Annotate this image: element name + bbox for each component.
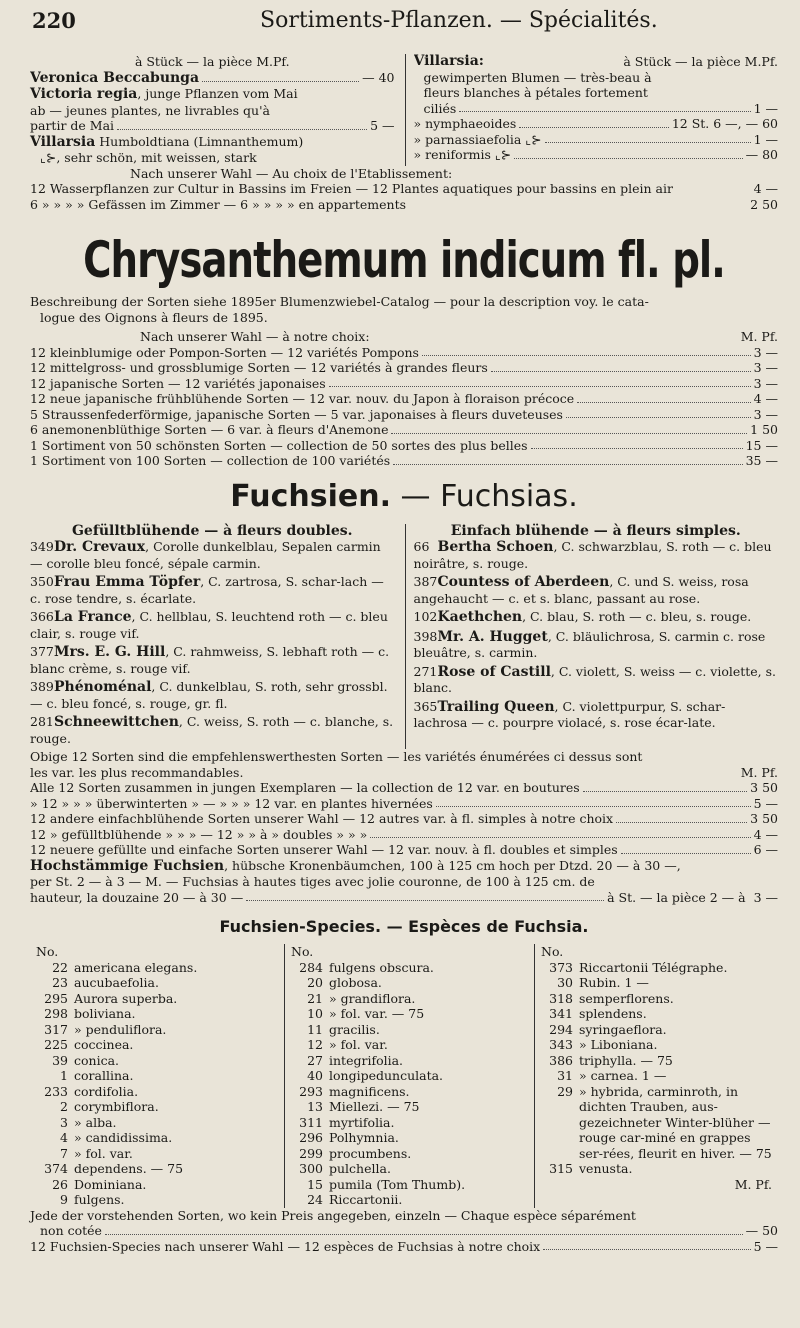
variety-name: Kaethchen [437, 609, 523, 625]
species-item [291, 1161, 528, 1177]
offer-line [30, 780, 778, 796]
species-name: fulgens. [74, 1192, 125, 1207]
row-text: 1 Sortiment von 100 Sorten — collection de 100 variétés [30, 453, 391, 468]
species-item [36, 1146, 278, 1162]
species-item [36, 975, 278, 991]
variety-name: Schneewittchen [54, 714, 179, 730]
species-number: 26 [52, 1176, 68, 1192]
species-item [291, 1037, 528, 1053]
species-name: Riccartonii. [329, 1192, 403, 1207]
price: 3 — [753, 360, 778, 375]
plant-desc: partir de Mai [30, 118, 115, 133]
variety-desc: , C. violettpurpur, S. schar-lachrosa — c. pourpre violacé, s. rose écar-late. [413, 698, 726, 730]
species-name: » candidissima. [74, 1130, 173, 1145]
species-number: 10 [307, 1006, 323, 1021]
species-table [30, 944, 778, 1208]
footer-line: non cotée [40, 1223, 102, 1238]
row-text: 12 » gefülltblühende » » » — 12 » » à » doubles » » » [30, 826, 368, 842]
species-name: » fol. var. [74, 1145, 133, 1161]
row-text: 12 andere einfachblühende Sorten unserer Wahl — 12 autres var. à fl. simples à notre choix [30, 811, 614, 826]
subsection-head: Gefülltblühende — à fleurs doubles. [71, 522, 353, 539]
plant-desc: , hübsche Kronenbäumchen, 100 à 125 cm hoch per Dtzd. 20 — à 30 —, [224, 857, 681, 873]
section-title: Chrysanthemum indicum fl. pl. [83, 232, 725, 290]
species-number: 299 [299, 1145, 323, 1161]
leader [422, 345, 751, 357]
species-name: Miellezi. — 75 [329, 1099, 420, 1114]
species-item [36, 991, 278, 1007]
species-name: myrtifolia. [329, 1114, 395, 1130]
price: 1 — [753, 100, 778, 116]
row-text: 1 Sortiment von 50 schönsten Sorten — collection de 50 sortes des plus belles [30, 437, 528, 453]
species-name: aucubaefolia. [74, 975, 159, 990]
price-row [30, 407, 778, 423]
variety-desc: , C. hellblau, S. leuchtend roth — c. bleu clair, s. rouge vif. [30, 609, 388, 641]
species-name: gracilis. [329, 1021, 380, 1037]
offer-line [30, 811, 778, 827]
species-item [291, 1130, 528, 1146]
species-item [36, 1084, 278, 1100]
species-name: longipedunculata. [329, 1068, 444, 1083]
leader [566, 407, 751, 419]
running-title: Sortiments-Pflanzen. — Spécialités. [260, 8, 658, 33]
species-name: procumbens. [329, 1145, 412, 1161]
fuchsia-varieties [30, 524, 778, 750]
fuchsia-offers [30, 780, 778, 858]
price: 12 St. 6 —, — 60 [671, 116, 778, 131]
species-number: 386 [549, 1052, 573, 1068]
species-name: » hybrida, carminroth, in dichten Trauben, aus-gezeichneter Winter-blüher — rouge car-miné en grappes ser-rées, fleurit en hiver. — 75 [579, 1083, 772, 1161]
offer-line [30, 842, 778, 858]
species-name: globosa. [329, 975, 382, 990]
page-number: 220 [32, 8, 76, 33]
variety-number: 366 [30, 609, 54, 624]
species-item [541, 1053, 772, 1069]
variety-name: La France [54, 609, 132, 625]
species-item [291, 975, 528, 991]
species-name: Dominiana. [74, 1176, 147, 1192]
species-name: dependens. — 75 [74, 1161, 184, 1176]
species-number: 31 [557, 1068, 573, 1083]
species-number: 13 [307, 1099, 323, 1114]
row-text: 12 neue japanische frühblühende Sorten — 12 var. nouv. du Japon à floraison précoce [30, 391, 575, 406]
aquatic-section [30, 54, 778, 166]
species-item [291, 1192, 528, 1208]
species-number: 315 [549, 1161, 573, 1176]
double-list [30, 539, 395, 746]
variety-name: Rose of Castill [437, 663, 551, 680]
row-text: Alle 12 Sorten zusammen in jungen Exemplaren — la collection de 12 var. en boutures [30, 780, 580, 795]
species-number: 40 [307, 1068, 323, 1083]
species-number: 15 [307, 1176, 323, 1192]
species-number: 29 [557, 1083, 573, 1099]
species-item [541, 1084, 772, 1162]
species-item [36, 960, 278, 976]
species-number: 1 [60, 1068, 68, 1083]
species-name: Riccartonii Télégraphe. [579, 959, 728, 975]
chrys-list [30, 345, 778, 469]
offer-line: 12 Wasserpflanzen zur Cultur in Bassins im Freien — 12 Plantes aquatiques pour bassins en plein air [30, 181, 673, 196]
variety-number: 66 [413, 539, 430, 554]
price: 35 — [745, 453, 778, 468]
row-text: 12 japanische Sorten — 12 variétés japonaises [30, 375, 326, 391]
species-name: Aurora superba. [74, 990, 178, 1006]
variety-name: Mr. A. Hugget [437, 628, 548, 645]
plant-desc: Humboldtiana (Limnanthemum) [95, 133, 304, 149]
price: — 40 [362, 69, 395, 85]
species-item [541, 1022, 772, 1038]
variety-number: 389 [30, 679, 54, 694]
species-number: 373 [549, 959, 573, 975]
species-item [541, 1068, 772, 1084]
price: 3 — [753, 889, 778, 905]
variety-number: 349 [30, 539, 54, 554]
leader [393, 453, 742, 465]
species-name: pulchella. [329, 1161, 391, 1176]
section-title: Fuchsien-Species. — Espèces de Fuchsia. [219, 917, 589, 936]
species-name: integrifolia. [329, 1052, 404, 1068]
species-number: 374 [44, 1161, 68, 1176]
variety-desc: , C. dunkelblau, S. roth, sehr grossbl. — c. bleu foncé, s. rouge, gr. fl. [30, 679, 388, 711]
species-item [291, 1146, 528, 1162]
species-number: 7 [60, 1145, 68, 1161]
price: 15 — [745, 437, 778, 453]
plant-desc: gewimperten Blumen — très-beau à [423, 69, 652, 85]
species-item [36, 1161, 278, 1177]
species-number: 9 [60, 1192, 68, 1207]
species-name: americana elegans. [74, 959, 198, 975]
choice-line: Nach unserer Wahl — Au choix de l'Etablissement: [130, 165, 453, 181]
species-number: 4 [60, 1130, 68, 1145]
subsection-head: Einfach blühende — à fleurs simples. [450, 522, 741, 539]
species-item [291, 1115, 528, 1131]
currency-head: M. Pf. [740, 764, 778, 780]
species-item [291, 1022, 528, 1038]
variety-entry [30, 539, 395, 571]
species-name: » penduliflora. [74, 1021, 167, 1037]
species-item [291, 1099, 528, 1115]
variety-name: Trailing Queen [437, 698, 555, 715]
species-name: conica. [74, 1052, 120, 1068]
species-item [36, 1022, 278, 1038]
footer-line: 12 Fuchsien-Species nach unserer Wahl — 12 espèces de Fuchsias à notre choix [30, 1238, 541, 1254]
species-name: » fol. var. [329, 1037, 388, 1052]
price: 3 50 [750, 811, 778, 826]
species-number: 39 [52, 1052, 68, 1068]
species-column [285, 944, 535, 1208]
variety-number: 102 [413, 609, 438, 624]
footer-line: Jede der vorstehenden Sorten, wo kein Preis angegeben, einzeln — Chaque espèce séparément [30, 1207, 636, 1223]
species-number: 343 [549, 1037, 573, 1052]
variety-entry [30, 679, 395, 711]
species-number: 27 [307, 1052, 323, 1068]
species-item [36, 1099, 278, 1115]
price: 4 — [753, 181, 778, 196]
species-number: 23 [52, 975, 68, 990]
variety-entry [30, 644, 395, 676]
variety-entry [414, 699, 779, 731]
species-name: syringaeflora. [579, 1021, 667, 1037]
leader [577, 391, 750, 403]
row-text: 12 neuere gefüllte und einfache Sorten unserer Wahl — 12 var. nouv. à fl. doubles et simples [30, 842, 618, 857]
plant-desc: , junge Pflanzen vom Mai [137, 86, 298, 101]
species-number: 294 [549, 1021, 573, 1037]
leader [391, 422, 747, 434]
price-row [30, 376, 778, 392]
column-head: No. [291, 944, 314, 959]
species-name: cordifolia. [74, 1083, 139, 1099]
variety-number: 281 [30, 714, 54, 729]
offer-line [30, 827, 778, 843]
species-item [291, 1177, 528, 1193]
section-title [30, 479, 778, 514]
species-item [36, 1115, 278, 1131]
leader [329, 376, 751, 388]
row-text: 12 mittelgross- und grossblumige Sorten — 12 variétés à grandes fleurs [30, 360, 488, 375]
leader [616, 811, 747, 823]
species-item [291, 960, 528, 976]
species-name: » grandiflora. [329, 990, 416, 1006]
species-name: corymbiflora. [74, 1099, 159, 1114]
species-item [541, 960, 772, 976]
species-number: 317 [44, 1021, 68, 1037]
variety-name: Countess of Aberdeen [437, 574, 610, 590]
plant-desc: hauteur, la douzaine 20 — à 30 — [30, 889, 244, 905]
price: 5 — [370, 118, 395, 133]
species-item [541, 1037, 772, 1053]
species-number: 24 [307, 1192, 323, 1207]
plant-name: » parnassiaefolia ⌞⊱ [413, 131, 542, 147]
plant-name: Victoria regia [30, 86, 138, 102]
species-number: 318 [549, 990, 573, 1006]
species-number: 22 [52, 959, 68, 975]
species-item [36, 1006, 278, 1022]
plant-name: Veronica Beccabunga [30, 69, 200, 86]
species-number: 3 [60, 1114, 68, 1130]
species-item [36, 1192, 278, 1208]
price: 4 — [753, 826, 778, 842]
species-item [541, 1161, 772, 1177]
species-name: triphylla. — 75 [579, 1052, 673, 1068]
variety-entry [414, 574, 779, 606]
row-text: 6 anemonenblüthige Sorten — 6 var. à fleurs d'Anemone [30, 422, 389, 437]
variety-name: Phénoménal [54, 679, 152, 695]
species-number: 296 [299, 1130, 323, 1145]
offer-line: 6 » » » » Gefässen im Zimmer — 6 » » » » en appartements [30, 196, 407, 212]
species-item [36, 1130, 278, 1146]
variety-entry [30, 714, 395, 746]
variety-number: 398 [413, 628, 438, 644]
species-number: 2 [60, 1099, 68, 1114]
variety-entry [414, 609, 779, 626]
variety-number: 350 [30, 574, 54, 589]
price-row [30, 422, 778, 438]
species-name: fulgens obscura. [329, 959, 434, 975]
species-number: 300 [299, 1161, 323, 1176]
species-number: 20 [307, 975, 323, 990]
variety-entry [414, 629, 779, 661]
species-item [291, 1068, 528, 1084]
species-name: semperflorens. [579, 990, 674, 1006]
species-number: 21 [307, 990, 323, 1006]
offer-line [30, 796, 778, 812]
plant-desc: à St. — la pièce 2 — à [607, 889, 746, 905]
leader [491, 360, 751, 372]
price: 3 — [753, 406, 778, 422]
variety-entry [30, 609, 395, 641]
species-name: boliviana. [74, 1006, 136, 1021]
variety-desc: , C. blau, S. roth — c. bleu, s. rouge. [522, 609, 752, 624]
species-name: Polhymnia. [329, 1130, 399, 1145]
price-row [30, 453, 778, 469]
species-item [291, 1084, 528, 1100]
column-head: No. [36, 944, 59, 959]
leader [531, 438, 743, 450]
plant-desc: ab — jeunes plantes, ne livrables qu'à [30, 102, 270, 118]
plant-desc: per St. 2 — à 3 — M. — Fuchsias à hautes tiges avec jolie couronne, de 100 à 125 cm. de [30, 874, 595, 889]
species-name: venusta. [579, 1161, 633, 1176]
species-item [291, 1053, 528, 1069]
variety-desc: , C. und S. weiss, rosa angehaucht — c. et s. blanc, passant au rose. [413, 574, 749, 606]
variety-number: 365 [413, 698, 438, 714]
variety-entry [414, 664, 779, 696]
section-title-fr: — Fuchsias. [391, 478, 578, 514]
price: — 80 [745, 147, 778, 162]
species-item [291, 1006, 528, 1022]
variety-desc: , C. rahmweiss, S. lebhaft roth — c. blanc crème, s. rouge vif. [30, 644, 390, 676]
species-item [541, 1006, 772, 1022]
species-item [36, 1053, 278, 1069]
section-title-de: Fuchsien. [230, 478, 391, 514]
species-item [36, 1037, 278, 1053]
species-name: coccinea. [74, 1037, 134, 1052]
species-column [30, 944, 285, 1208]
plant-name: » nymphaeoides [413, 116, 517, 131]
price-row [30, 438, 778, 454]
variety-desc: , C. bläulichrosa, S. carmin c. rose bleuâtre, s. carmin. [413, 628, 766, 660]
price: 1 — [753, 131, 778, 147]
variety-number: 387 [413, 574, 438, 589]
currency-head: M. Pf. [740, 329, 778, 344]
variety-number: 377 [30, 644, 54, 659]
species-column [535, 944, 778, 1208]
row-text: » 12 » » » überwinterten » — » » » 12 var. en plantes hivernées [30, 795, 433, 811]
price: 3 — [753, 344, 778, 360]
plant-desc: ⌞⊱, sehr schön, mit weissen, stark [40, 150, 257, 165]
variety-desc: , C. schwarzblau, S. roth — c. bleu noirâtre, s. rouge. [413, 539, 772, 571]
note: les var. les plus recommandables. [30, 764, 244, 780]
plant-desc: fleurs blanches à pétales fortement [423, 85, 648, 100]
species-number: 311 [299, 1114, 323, 1130]
currency-head: M. Pf. [734, 1176, 772, 1192]
variety-entry [30, 574, 395, 606]
species-number: 298 [44, 1006, 68, 1021]
price: 5 — [753, 795, 778, 811]
species-item [36, 1177, 278, 1193]
species-item [291, 991, 528, 1007]
species-number: 284 [299, 959, 323, 975]
plant-name: Villarsia: [413, 54, 484, 69]
note: Obige 12 Sorten sind die empfehlenswerthesten Sorten — les variétés énumérées ci dessus sont [30, 749, 643, 764]
species-name: splendens. [579, 1006, 647, 1021]
page-header [30, 8, 778, 48]
species-name: » alba. [74, 1114, 117, 1130]
species-item [36, 1068, 278, 1084]
leader [436, 796, 751, 808]
price-row [30, 391, 778, 407]
price: 4 — [753, 391, 778, 406]
price: 3 50 [750, 780, 778, 795]
species-number: 233 [44, 1083, 68, 1099]
price: 6 — [753, 842, 778, 857]
species-item [541, 975, 772, 991]
price: 2 50 [750, 196, 778, 212]
single-list [414, 539, 779, 731]
row-text: 12 kleinblumige oder Pompon-Sorten — 12 variétés Pompons [30, 344, 419, 360]
plant-desc: ciliés [423, 100, 457, 116]
price-head: à Stück — la pièce M.Pf. [134, 54, 290, 69]
species-number: 30 [557, 975, 573, 990]
species-name: » Liboniana. [579, 1037, 658, 1052]
variety-number: 271 [413, 663, 438, 679]
leader [370, 827, 750, 839]
variety-desc: , Corolle dunkelblau, Sepalen carmin — corolle bleu foncé, sépale carmin. [30, 539, 381, 571]
species-number: 295 [44, 990, 68, 1006]
species-name: magnificens. [329, 1083, 410, 1099]
variety-desc: , C. weiss, S. roth — c. blanche, s. rouge. [30, 714, 394, 746]
variety-entry [414, 539, 779, 571]
section-desc: Beschreibung der Sorten siehe 1895er Blumenzwiebel-Catalog — pour la description voy. le cata- [30, 294, 649, 309]
price-row [30, 360, 778, 376]
choice-line: Nach unserer Wahl — à notre choix: [140, 329, 370, 344]
price: 3 — [753, 375, 778, 391]
variety-desc: , C. violett, S. weiss — c. violette, s. blanc. [413, 663, 777, 695]
price: 1 50 [750, 422, 778, 437]
plant-name: Hochstämmige Fuchsien [30, 857, 225, 874]
price-head: à Stück — la pièce M.Pf. [623, 54, 778, 69]
variety-desc: , C. zartrosa, S. schar-lach — c. rose tendre, s. écarlate. [30, 574, 384, 606]
species-number: 341 [549, 1006, 573, 1021]
plant-name: » reniformis ⌞⊱ [413, 147, 512, 162]
plant-name: Villarsia [30, 133, 96, 150]
species-name: pumila (Tom Thumb). [329, 1176, 466, 1192]
price: — 50 [745, 1223, 778, 1238]
species-item [541, 991, 772, 1007]
variety-name: Dr. Crevaux [54, 539, 146, 555]
variety-name: Frau Emma Töpfer [54, 574, 201, 590]
row-text: 5 Straussenfederförmige, japanische Sorten — 5 var. japonaises à fleurs duveteuses [30, 406, 563, 422]
species-number: 293 [299, 1083, 323, 1099]
leader [583, 780, 747, 792]
species-number: 11 [307, 1021, 323, 1037]
species-name: » fol. var. — 75 [329, 1006, 425, 1021]
leader [621, 842, 751, 854]
section-desc: logue des Oignons à fleurs de 1895. [40, 309, 268, 325]
species-name: » carnea. 1 — [579, 1068, 667, 1083]
price-row [30, 345, 778, 361]
column-head: No. [541, 944, 564, 959]
species-number: 225 [44, 1037, 68, 1052]
variety-name: Bertha Schoen [437, 539, 554, 555]
species-name: corallina. [74, 1068, 134, 1083]
species-name: Rubin. 1 — [579, 975, 649, 990]
species-number: 12 [307, 1037, 323, 1052]
price: 5 — [753, 1238, 778, 1254]
variety-name: Mrs. E. G. Hill [54, 644, 166, 660]
